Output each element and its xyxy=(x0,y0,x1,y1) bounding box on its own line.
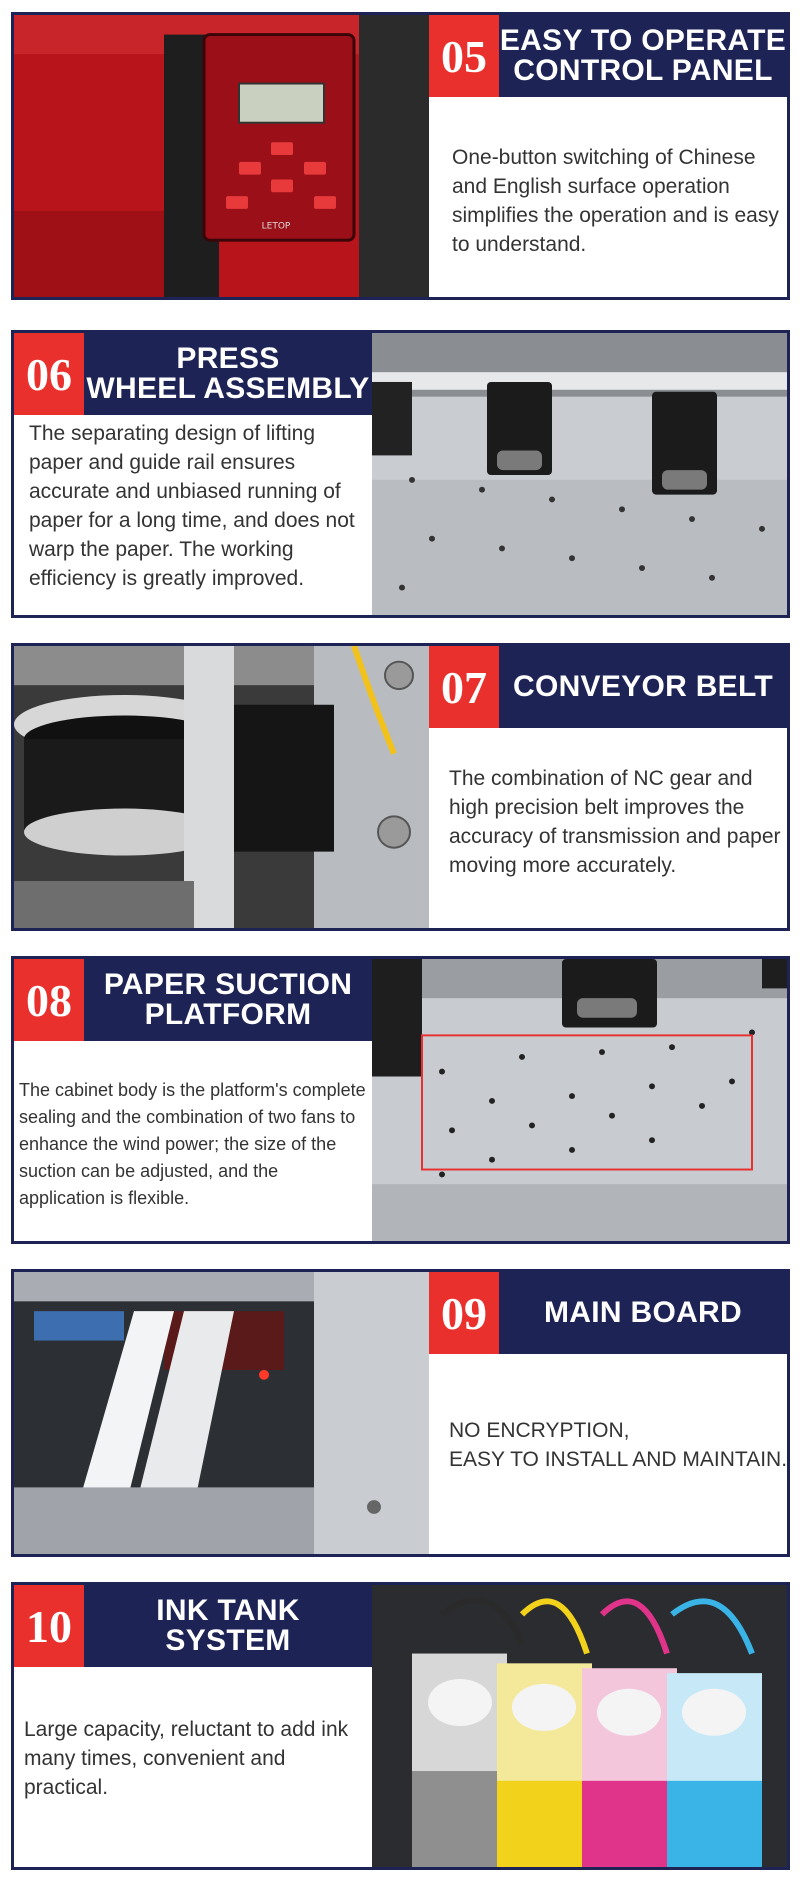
section-title xyxy=(499,646,787,728)
section-description: The cabinet body is the platform's complete sealing and the combination of two fans to enhance the wind power; the size of the suction can be adjusted, and the application is flexible. xyxy=(19,1080,366,1208)
section-title-line2: PLATFORM xyxy=(144,998,312,1031)
section-description-line1: NO ENCRYPTION, xyxy=(449,1419,630,1442)
section-number: 09 xyxy=(429,1272,499,1354)
section-title-line2: CONTROL PANEL xyxy=(513,54,773,87)
section-number: 06 xyxy=(14,333,84,415)
suction-platform-photo xyxy=(372,959,787,1241)
section-06 xyxy=(11,330,790,618)
section-description: One-button switching of Chinese and English surface operation simplifies the operation and is easy to understand. xyxy=(452,146,779,256)
section-number: 05 xyxy=(429,15,499,97)
section-description: Large capacity, reluctant to add ink many times, convenient and practical. xyxy=(24,1718,349,1799)
section-description: The combination of NC gear and high precision belt improves the accuracy of transmission and paper moving more accurately. xyxy=(449,767,781,877)
section-number: 10 xyxy=(14,1585,84,1667)
section-10 xyxy=(11,1582,790,1870)
section-description-line2: EASY TO INSTALL AND MAINTAIN. xyxy=(449,1448,788,1471)
ink-tank-photo xyxy=(372,1585,787,1867)
section-title xyxy=(84,1585,372,1667)
section-07 xyxy=(11,643,790,931)
section-header xyxy=(14,959,372,1041)
section-title-line1: PAPER SUCTION xyxy=(103,968,353,1001)
section-08 xyxy=(11,956,790,1244)
section-header xyxy=(429,15,787,97)
section-header xyxy=(429,646,787,728)
section-title-line1: CONVEYOR BELT xyxy=(512,670,774,703)
control-panel-photo xyxy=(14,15,429,297)
conveyor-belt-photo xyxy=(14,646,429,928)
section-title xyxy=(499,1272,787,1354)
section-09 xyxy=(11,1269,790,1557)
section-title xyxy=(84,959,372,1041)
brand-text: LETOP xyxy=(261,221,291,232)
section-title-line1: PRESS xyxy=(176,342,280,375)
press-wheel-photo xyxy=(372,333,787,615)
section-number: 07 xyxy=(429,646,499,728)
section-title xyxy=(84,333,372,415)
section-title-line2: SYSTEM xyxy=(165,1624,291,1657)
section-description xyxy=(449,1416,789,1474)
section-number: 08 xyxy=(14,959,84,1041)
section-title-line2: WHEEL ASSEMBLY xyxy=(86,372,370,405)
section-description: The separating design of lifting paper and guide rail ensures accurate and unbiased running of paper for a long time, and does not warp the paper. The working efficiency is greatly improved. xyxy=(29,422,355,590)
section-header xyxy=(14,1585,372,1667)
section-title-line1: EASY TO OPERATE xyxy=(499,24,787,57)
main-board-photo xyxy=(14,1272,429,1554)
section-title xyxy=(499,15,787,97)
section-title-line1: MAIN BOARD xyxy=(544,1296,742,1329)
section-header xyxy=(14,333,372,415)
section-header xyxy=(429,1272,787,1354)
section-05 xyxy=(11,12,790,300)
section-title-line1: INK TANK xyxy=(156,1594,300,1627)
